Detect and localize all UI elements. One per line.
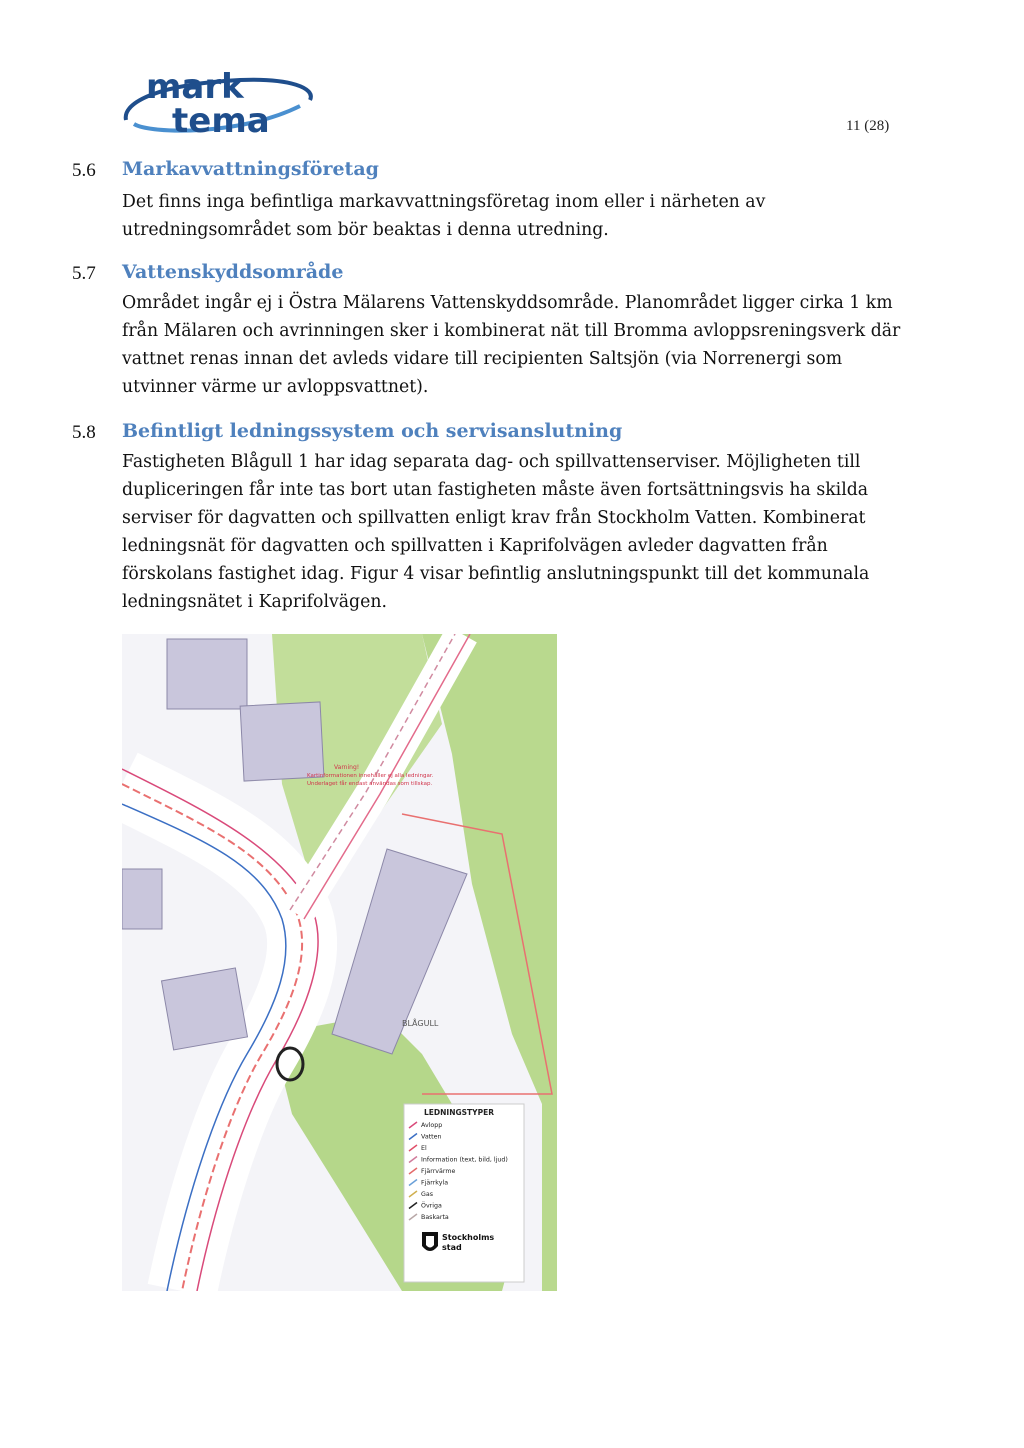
legend-item: Fjärrvärme bbox=[421, 1168, 456, 1175]
body-line: utredningsområdet som bör beaktas i denna utredning. bbox=[122, 220, 609, 240]
section-title: Markavvattningsföretag bbox=[122, 158, 379, 180]
body-line: Fastigheten Blågull 1 har idag separata dag- och spillvattenserviser. Möjligheten till bbox=[122, 452, 861, 472]
building bbox=[240, 702, 324, 781]
legend-item: Baskarta bbox=[421, 1214, 449, 1221]
building bbox=[161, 968, 247, 1050]
legend-item: El bbox=[421, 1145, 427, 1152]
warning-line: Kartinformationen innehåller ej alla ledningar. bbox=[307, 773, 434, 779]
city-name: stad bbox=[442, 1243, 462, 1252]
section-body bbox=[122, 448, 922, 616]
city-name: Stockholms bbox=[442, 1233, 495, 1242]
section-title: Befintligt ledningssystem och servisanslutning bbox=[122, 420, 623, 442]
section-number: 5.8 bbox=[72, 422, 96, 443]
section-number: 5.6 bbox=[72, 160, 96, 181]
body-line: förskolans fastighet idag. Figur 4 visar befintlig anslutningspunkt till det kommunala bbox=[122, 564, 870, 584]
legend-item: Information (text, bild, ljud) bbox=[421, 1156, 508, 1164]
logo-text-mark: mark bbox=[146, 67, 244, 107]
legend-title: LEDNINGSTYPER bbox=[424, 1108, 494, 1117]
legend-item: Vatten bbox=[421, 1133, 442, 1141]
body-line: utvinner värme ur avloppsvattnet). bbox=[122, 377, 429, 397]
map-legend bbox=[404, 1104, 524, 1282]
legend-item: Övriga bbox=[421, 1202, 442, 1210]
section-number: 5.7 bbox=[72, 263, 96, 284]
body-line: från Mälaren och avrinningen sker i kombinerat nät till Bromma avloppsreningsverk där bbox=[122, 321, 901, 341]
warning-title: Varning! bbox=[334, 764, 360, 771]
utility-map bbox=[122, 634, 557, 1291]
section-title: Vattenskyddsområde bbox=[122, 261, 344, 283]
legend-item: Avlopp bbox=[421, 1122, 443, 1129]
body-line: vattnet renas innan det avleds vidare till recipienten Saltsjön (via Norrenergi som bbox=[122, 349, 843, 369]
warning-line: Underlaget får endast användas som tillskap. bbox=[307, 781, 433, 787]
body-line: serviser för dagvatten och spillvatten enligt krav från Stockholm Vatten. Kombinerat bbox=[122, 508, 866, 528]
marktema-logo bbox=[120, 62, 316, 138]
legend-item: Gas bbox=[421, 1191, 434, 1198]
legend-item: Fjärrkyla bbox=[421, 1179, 449, 1187]
body-line: Området ingår ej i Östra Mälarens Vattenskyddsområde. Planområdet ligger cirka 1 km bbox=[122, 293, 893, 313]
building bbox=[167, 639, 247, 709]
logo-text-tema: tema bbox=[172, 101, 270, 138]
section-body bbox=[122, 289, 922, 401]
body-line: Det finns inga befintliga markavvattningsföretag inom eller i närheten av bbox=[122, 192, 766, 212]
body-line: ledningsnätet i Kaprifolvägen. bbox=[122, 592, 387, 612]
building bbox=[122, 869, 162, 929]
section-body bbox=[122, 188, 922, 244]
body-line: dupliceringen får inte tas bort utan fastigheten måste även fortsättningsvis ha skilda bbox=[122, 480, 869, 500]
body-line: ledningsnät för dagvatten och spillvatten i Kaprifolvägen avleder dagvatten från bbox=[122, 536, 828, 556]
building-label: BLÅGULL bbox=[402, 1019, 439, 1028]
page-number: 11 (28) bbox=[846, 118, 890, 134]
